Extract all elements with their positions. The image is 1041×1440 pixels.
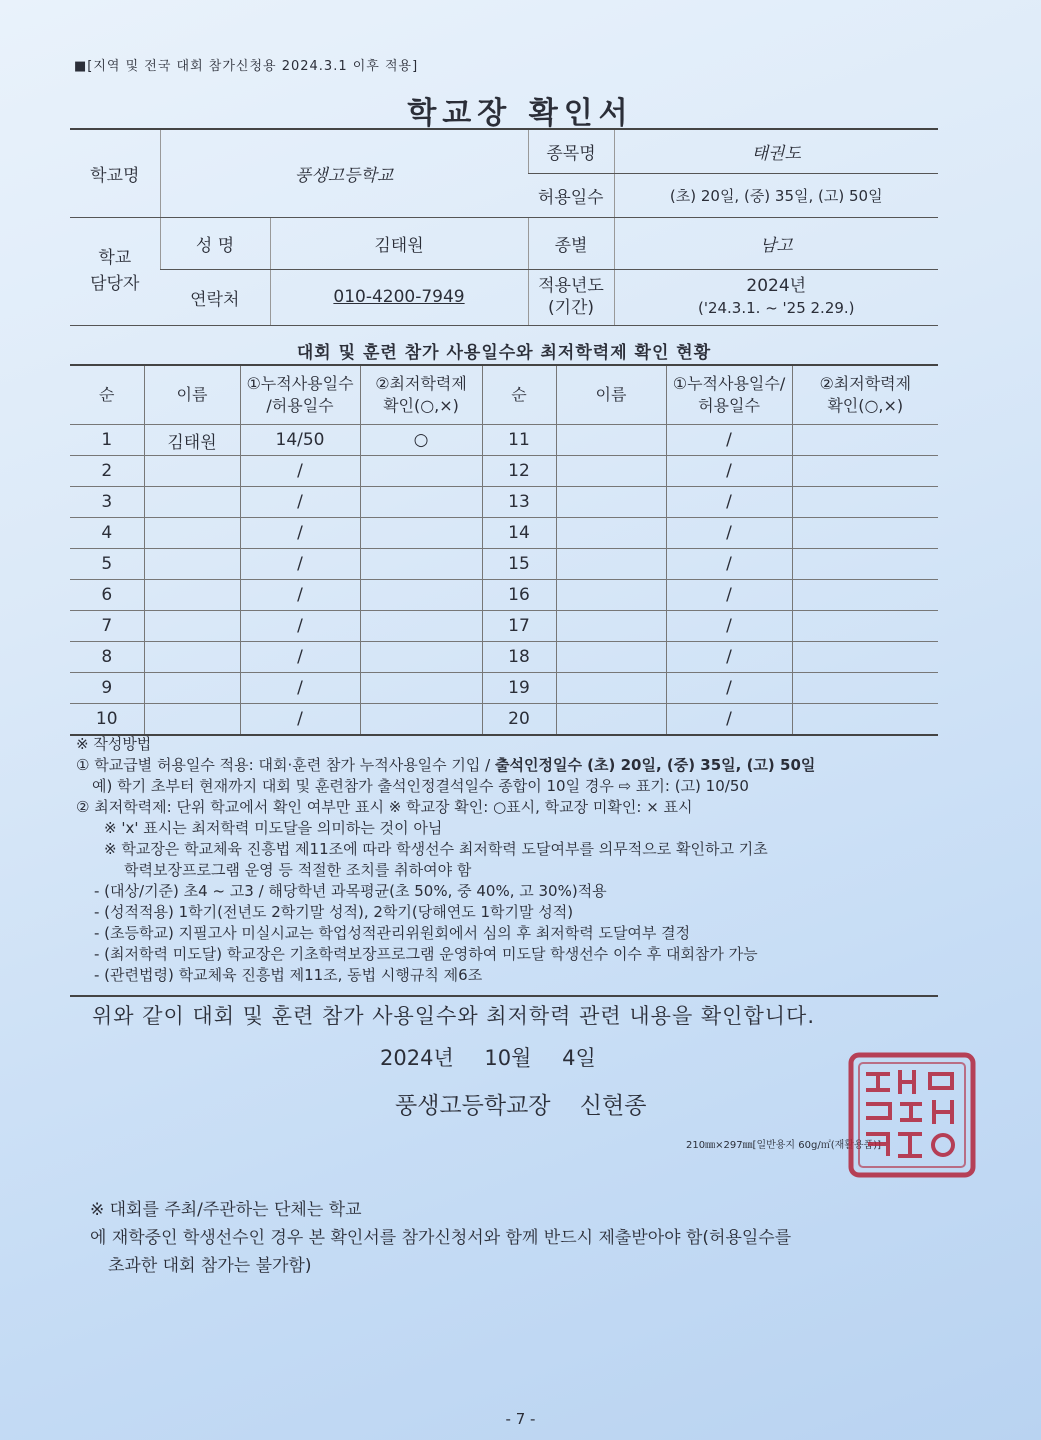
instruction-2-note-a: ※ 'x' 표시는 최저학력 미도달을 의미하는 것이 아님 <box>104 819 443 837</box>
student-name <box>144 487 240 518</box>
division-value: 남고 <box>614 217 938 269</box>
min-academic-check <box>360 580 482 611</box>
allowed-days-label: 허용일수 <box>528 173 614 217</box>
manager-name-value: 김태원 <box>270 217 528 269</box>
student-name <box>556 518 666 549</box>
instructions-heading: ※ 작성방법 <box>76 735 152 753</box>
col-header-no-right: 순 <box>482 365 556 425</box>
student-name <box>144 704 240 736</box>
row-no: 8 <box>70 642 144 673</box>
row-no: 11 <box>482 425 556 456</box>
table-row <box>70 580 938 611</box>
roster-title: 대회 및 훈련 참가 사용일수와 최저학력제 확인 현황 <box>296 343 712 363</box>
used-days: / <box>240 704 360 736</box>
used-days: / <box>240 611 360 642</box>
used-days: / <box>240 580 360 611</box>
instruction-1-text: ① 학교급별 허용일수 적용: 대회·훈련 참가 누적사용일수 기입 / <box>76 756 495 774</box>
table-row <box>70 642 938 673</box>
school-name-label: 학교명 <box>70 129 160 217</box>
school-info-table <box>70 128 938 326</box>
detail-target: - (대상/기준) 초4 ~ 고3 / 해당학년 과목평균(초 50%, 중 40%, 고 30%)적용 <box>94 882 607 900</box>
row-no: 17 <box>482 611 556 642</box>
table-row <box>70 549 938 580</box>
student-name <box>144 549 240 580</box>
used-days: / <box>666 673 792 704</box>
form-usage-note: ■[지역 및 전국 대회 참가신청용 2024.3.1 이후 적용] <box>74 59 419 74</box>
row-no: 19 <box>482 673 556 704</box>
min-academic-check <box>360 549 482 580</box>
student-name <box>556 549 666 580</box>
table-row <box>70 611 938 642</box>
student-name <box>144 456 240 487</box>
contact-label: 연락처 <box>160 269 270 325</box>
table-row <box>70 518 938 549</box>
row-no: 16 <box>482 580 556 611</box>
min-academic-check <box>360 518 482 549</box>
min-academic-check <box>360 704 482 736</box>
col-header-check-left: ②최저학력제 확인(○,×) <box>360 365 482 425</box>
applicable-year-value: 2024년 <box>746 276 807 296</box>
min-academic-check <box>360 642 482 673</box>
principal-signature-line: 풍생고등학교장 신현종 <box>395 1093 647 1119</box>
writing-instructions <box>76 734 956 986</box>
used-days: / <box>666 456 792 487</box>
min-academic-check <box>360 456 482 487</box>
row-no: 14 <box>482 518 556 549</box>
student-name <box>144 580 240 611</box>
student-name <box>556 642 666 673</box>
division-label: 종별 <box>528 217 614 269</box>
sport-label: 종목명 <box>528 129 614 173</box>
row-no: 12 <box>482 456 556 487</box>
instruction-2-note-c: 학력보장프로그램 운영 등 적절한 조치를 취하여야 함 <box>124 861 472 879</box>
footnote-line-1: ※ 대회를 주최/주관하는 단체는 학교 <box>90 1200 362 1220</box>
table-row <box>70 487 938 518</box>
page-number: - 7 - <box>505 1410 536 1428</box>
confirmation-statement: 위와 같이 대회 및 훈련 참가 사용일수와 최저학력 관련 내용을 확인합니다. <box>92 1004 816 1028</box>
used-days: / <box>240 673 360 704</box>
contact-value: 010-4200-7949 <box>270 269 528 325</box>
used-days: / <box>666 518 792 549</box>
row-no: 7 <box>70 611 144 642</box>
section-divider <box>70 995 938 997</box>
min-academic-check <box>792 611 938 642</box>
min-academic-check <box>792 580 938 611</box>
issue-date: 2024년 10월 4일 <box>380 1046 596 1070</box>
col-header-days-left: ①누적사용일수 /허용일수 <box>240 365 360 425</box>
table-row <box>70 456 938 487</box>
row-no: 5 <box>70 549 144 580</box>
instruction-1-bold: 출석인정일수 (초) 20일, (중) 35일, (고) 50일 <box>495 756 816 774</box>
row-no: 15 <box>482 549 556 580</box>
instruction-1 <box>76 755 956 776</box>
student-name <box>556 580 666 611</box>
used-days: 14/50 <box>240 425 360 456</box>
detail-laws: - (관련법령) 학교체육 진흥법 제11조, 동법 시행규칙 제6조 <box>94 966 483 984</box>
student-name: 김태원 <box>144 425 240 456</box>
min-academic-check <box>792 425 938 456</box>
student-name <box>144 611 240 642</box>
used-days: / <box>666 425 792 456</box>
student-name <box>556 611 666 642</box>
school-name-value: 풍생고등학교 <box>160 129 528 217</box>
student-name <box>144 518 240 549</box>
manager-name-label: 성 명 <box>160 217 270 269</box>
used-days: / <box>666 580 792 611</box>
roster-table <box>70 364 938 736</box>
used-days: / <box>666 549 792 580</box>
used-days: / <box>240 518 360 549</box>
table-row <box>70 425 938 456</box>
row-no: 1 <box>70 425 144 456</box>
detail-below-minimum: - (최저학력 미도달) 학교장은 기초학력보장프로그램 운영하여 미도달 학생선수 이수 후 대회참가 가능 <box>94 945 758 963</box>
min-academic-check <box>792 487 938 518</box>
roster-header-row <box>70 365 938 425</box>
row-no: 2 <box>70 456 144 487</box>
row-no: 10 <box>70 704 144 736</box>
col-header-days-right: ①누적사용일수/ 허용일수 <box>666 365 792 425</box>
detail-elementary: - (초등학교) 지필고사 미실시교는 학업성적관리위원회에서 심의 후 최저학력 도달여부 결정 <box>94 924 691 942</box>
col-header-no-left: 순 <box>70 365 144 425</box>
footnote-line-2: 에 재학중인 학생선수인 경우 본 확인서를 참가신청서와 함께 반드시 제출받아야 함(허용일수를 <box>90 1228 792 1248</box>
col-header-name-right: 이름 <box>556 365 666 425</box>
detail-grades: - (성적적용) 1학기(전년도 2학기말 성적), 2학기(당해연도 1학기말 성적) <box>94 903 574 921</box>
student-name <box>556 673 666 704</box>
used-days: / <box>240 549 360 580</box>
instruction-1-example: 예) 학기 초부터 현재까지 대회 및 훈련참가 출석인정결석일수 종합이 10일 경우 ⇨ 표기: (고) 10/50 <box>92 777 749 795</box>
row-no: 9 <box>70 673 144 704</box>
sport-value: 태권도 <box>614 129 938 173</box>
row-no: 4 <box>70 518 144 549</box>
row-no: 18 <box>482 642 556 673</box>
used-days: / <box>666 611 792 642</box>
min-academic-check: ○ <box>360 425 482 456</box>
page-title: 학교장 확인서 <box>407 96 634 131</box>
min-academic-check <box>360 487 482 518</box>
min-academic-check <box>792 456 938 487</box>
footnote-line-3: 초과한 대회 참가는 불가함) <box>108 1256 312 1276</box>
applicable-year-cell <box>614 269 938 325</box>
used-days: / <box>666 704 792 736</box>
instruction-2-note-b: ※ 학교장은 학교체육 진흥법 제11조에 따라 학생선수 최저학력 도달여부를 의무적으로 확인하고 기초 <box>104 840 768 858</box>
used-days: / <box>240 456 360 487</box>
row-no: 6 <box>70 580 144 611</box>
used-days: / <box>666 487 792 518</box>
used-days: / <box>240 487 360 518</box>
table-row <box>70 704 938 736</box>
school-manager-label: 학교 담당자 <box>70 217 160 325</box>
student-name <box>144 642 240 673</box>
instruction-2: ② 최저학력제: 단위 학교에서 확인 여부만 표시 ※ 학교장 확인: ○표시, 학교장 미확인: × 표시 <box>76 798 693 816</box>
footnote <box>90 1196 791 1280</box>
row-no: 13 <box>482 487 556 518</box>
student-name <box>556 487 666 518</box>
col-header-check-right: ②최저학력제 확인(○,×) <box>792 365 938 425</box>
col-header-name-left: 이름 <box>144 365 240 425</box>
student-name <box>144 673 240 704</box>
min-academic-check <box>792 549 938 580</box>
min-academic-check <box>792 518 938 549</box>
min-academic-check <box>792 704 938 736</box>
table-row <box>70 673 938 704</box>
used-days: / <box>666 642 792 673</box>
student-name <box>556 704 666 736</box>
row-no: 3 <box>70 487 144 518</box>
min-academic-check <box>360 611 482 642</box>
applicable-period-value: ('24.3.1. ~ '25 2.29.) <box>697 299 855 317</box>
applicable-year-label: 적용년도 (기간) <box>528 269 614 325</box>
used-days: / <box>240 642 360 673</box>
allowed-days-value: (초) 20일, (중) 35일, (고) 50일 <box>614 173 938 217</box>
min-academic-check <box>360 673 482 704</box>
min-academic-check <box>792 673 938 704</box>
row-no: 20 <box>482 704 556 736</box>
official-seal-icon <box>848 1052 976 1178</box>
student-name <box>556 425 666 456</box>
paper-spec: 210㎜×297㎜[일반용지 60g/㎡(재활용품)] <box>686 1140 882 1151</box>
student-name <box>556 456 666 487</box>
min-academic-check <box>792 642 938 673</box>
